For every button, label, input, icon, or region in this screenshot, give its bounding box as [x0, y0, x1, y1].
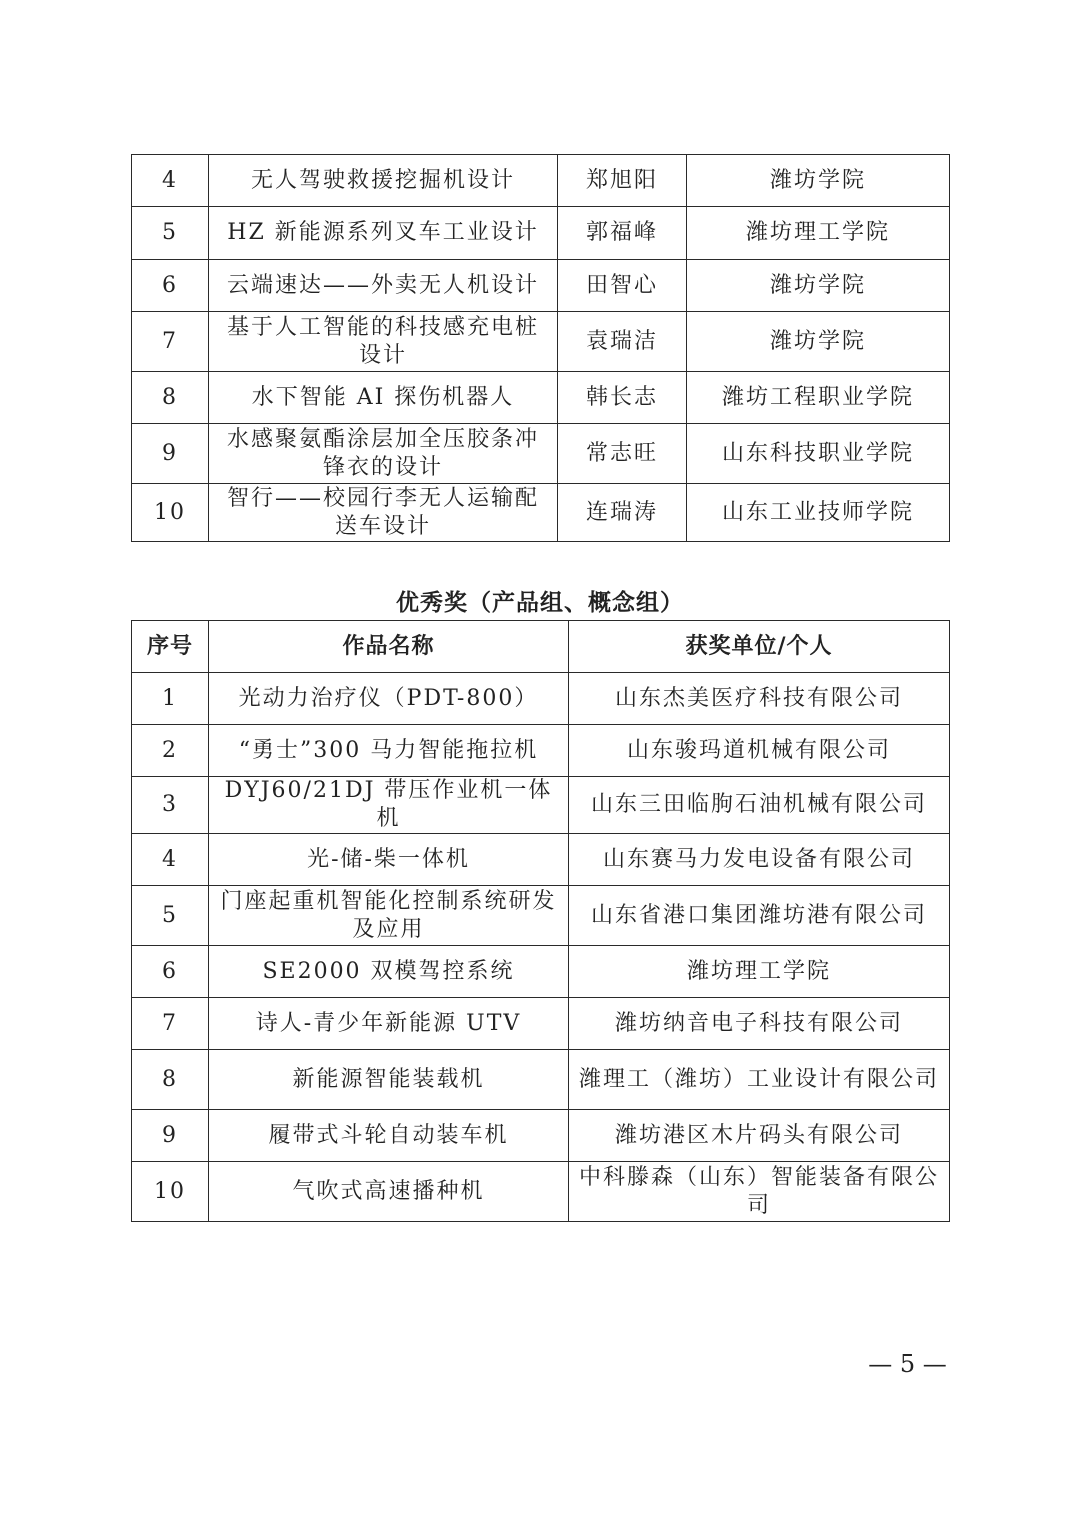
- excellence-award-table: [131, 620, 950, 1222]
- awards-table-body: [132, 155, 950, 542]
- winner-name: 山东省港口集团潍坊港有限公司: [569, 886, 950, 946]
- work-title: 云端速达——外卖无人机设计: [209, 260, 558, 312]
- page-number: — 5 —: [868, 1350, 947, 1378]
- table-row: [132, 886, 950, 946]
- header-row: [132, 621, 950, 673]
- work-title: 诗人-青少年新能源 UTV: [209, 998, 569, 1050]
- work-title: 新能源智能装载机: [209, 1050, 569, 1110]
- winner-name: 潍坊纳音电子科技有限公司: [569, 998, 950, 1050]
- work-title: 光-储-柴一体机: [209, 834, 569, 886]
- row-number: 8: [132, 1050, 209, 1110]
- work-title: 履带式斗轮自动装车机: [209, 1110, 569, 1162]
- work-title: HZ 新能源系列叉车工业设计: [209, 207, 558, 260]
- table-row: [132, 207, 950, 260]
- table-row: [132, 777, 950, 834]
- winner-name: 潍坊理工学院: [569, 946, 950, 998]
- section-title: 优秀奖（产品组、概念组）: [396, 590, 684, 616]
- table-row: [132, 155, 950, 207]
- table-row: [132, 998, 950, 1050]
- work-title: 智行——校园行李无人运输配送车设计: [209, 484, 558, 542]
- winner-name: 山东赛马力发电设备有限公司: [569, 834, 950, 886]
- row-number: 6: [132, 946, 209, 998]
- table-row: [132, 673, 950, 725]
- table-row: [132, 1050, 950, 1110]
- header-no: 序号: [132, 621, 209, 673]
- row-number: 5: [132, 207, 209, 260]
- header-title: 作品名称: [209, 621, 569, 673]
- work-title: 气吹式高速播种机: [209, 1162, 569, 1222]
- institution: 山东工业技师学院: [687, 484, 950, 542]
- author-name: 郑旭阳: [558, 155, 687, 207]
- work-title: 水下智能 AI 探伤机器人: [209, 372, 558, 424]
- winner-name: 山东杰美医疗科技有限公司: [569, 673, 950, 725]
- table-row: [132, 260, 950, 312]
- row-number: 7: [132, 998, 209, 1050]
- winner-name: 山东骏玛道机械有限公司: [569, 725, 950, 777]
- author-name: 郭福峰: [558, 207, 687, 260]
- author-name: 袁瑞洁: [558, 312, 687, 372]
- row-number: 7: [132, 312, 209, 372]
- author-name: 韩长志: [558, 372, 687, 424]
- row-number: 9: [132, 1110, 209, 1162]
- author-name: 连瑞涛: [558, 484, 687, 542]
- institution: 潍坊工程职业学院: [687, 372, 950, 424]
- table-row: [132, 1110, 950, 1162]
- work-title: DYJ60/21DJ 带压作业机一体机: [209, 777, 569, 834]
- row-number: 8: [132, 372, 209, 424]
- table-row: [132, 725, 950, 777]
- row-number: 9: [132, 424, 209, 484]
- author-name: 田智心: [558, 260, 687, 312]
- excellence-table-body: [132, 673, 950, 1222]
- header-winner: 获奖单位/个人: [569, 621, 950, 673]
- table-row: [132, 372, 950, 424]
- work-title: 水感聚氨酯涂层加全压胶条冲锋衣的设计: [209, 424, 558, 484]
- work-title: 光动力治疗仪（PDT-800）: [209, 673, 569, 725]
- table-row: [132, 946, 950, 998]
- institution: 潍坊理工学院: [687, 207, 950, 260]
- work-title: 无人驾驶救援挖掘机设计: [209, 155, 558, 207]
- awards-table-continued: [131, 154, 950, 542]
- institution: 山东科技职业学院: [687, 424, 950, 484]
- row-number: 4: [132, 834, 209, 886]
- table-row: [132, 484, 950, 542]
- table-row: [132, 312, 950, 372]
- winner-name: 潍理工（潍坊）工业设计有限公司: [569, 1050, 950, 1110]
- institution: 潍坊学院: [687, 260, 950, 312]
- table-header: [132, 621, 950, 673]
- author-name: 常志旺: [558, 424, 687, 484]
- row-number: 10: [132, 1162, 209, 1222]
- row-number: 1: [132, 673, 209, 725]
- work-title: 门座起重机智能化控制系统研发及应用: [209, 886, 569, 946]
- winner-name: 中科滕森（山东）智能装备有限公司: [569, 1162, 950, 1222]
- winner-name: 山东三田临朐石油机械有限公司: [569, 777, 950, 834]
- winner-name: 潍坊港区木片码头有限公司: [569, 1110, 950, 1162]
- table-row: [132, 1162, 950, 1222]
- row-number: 6: [132, 260, 209, 312]
- work-title: SE2000 双模驾控系统: [209, 946, 569, 998]
- work-title: “勇士”300 马力智能拖拉机: [209, 725, 569, 777]
- row-number: 3: [132, 777, 209, 834]
- institution: 潍坊学院: [687, 312, 950, 372]
- row-number: 2: [132, 725, 209, 777]
- row-number: 5: [132, 886, 209, 946]
- row-number: 4: [132, 155, 209, 207]
- row-number: 10: [132, 484, 209, 542]
- table-row: [132, 834, 950, 886]
- work-title: 基于人工智能的科技感充电桩设计: [209, 312, 558, 372]
- table-row: [132, 424, 950, 484]
- institution: 潍坊学院: [687, 155, 950, 207]
